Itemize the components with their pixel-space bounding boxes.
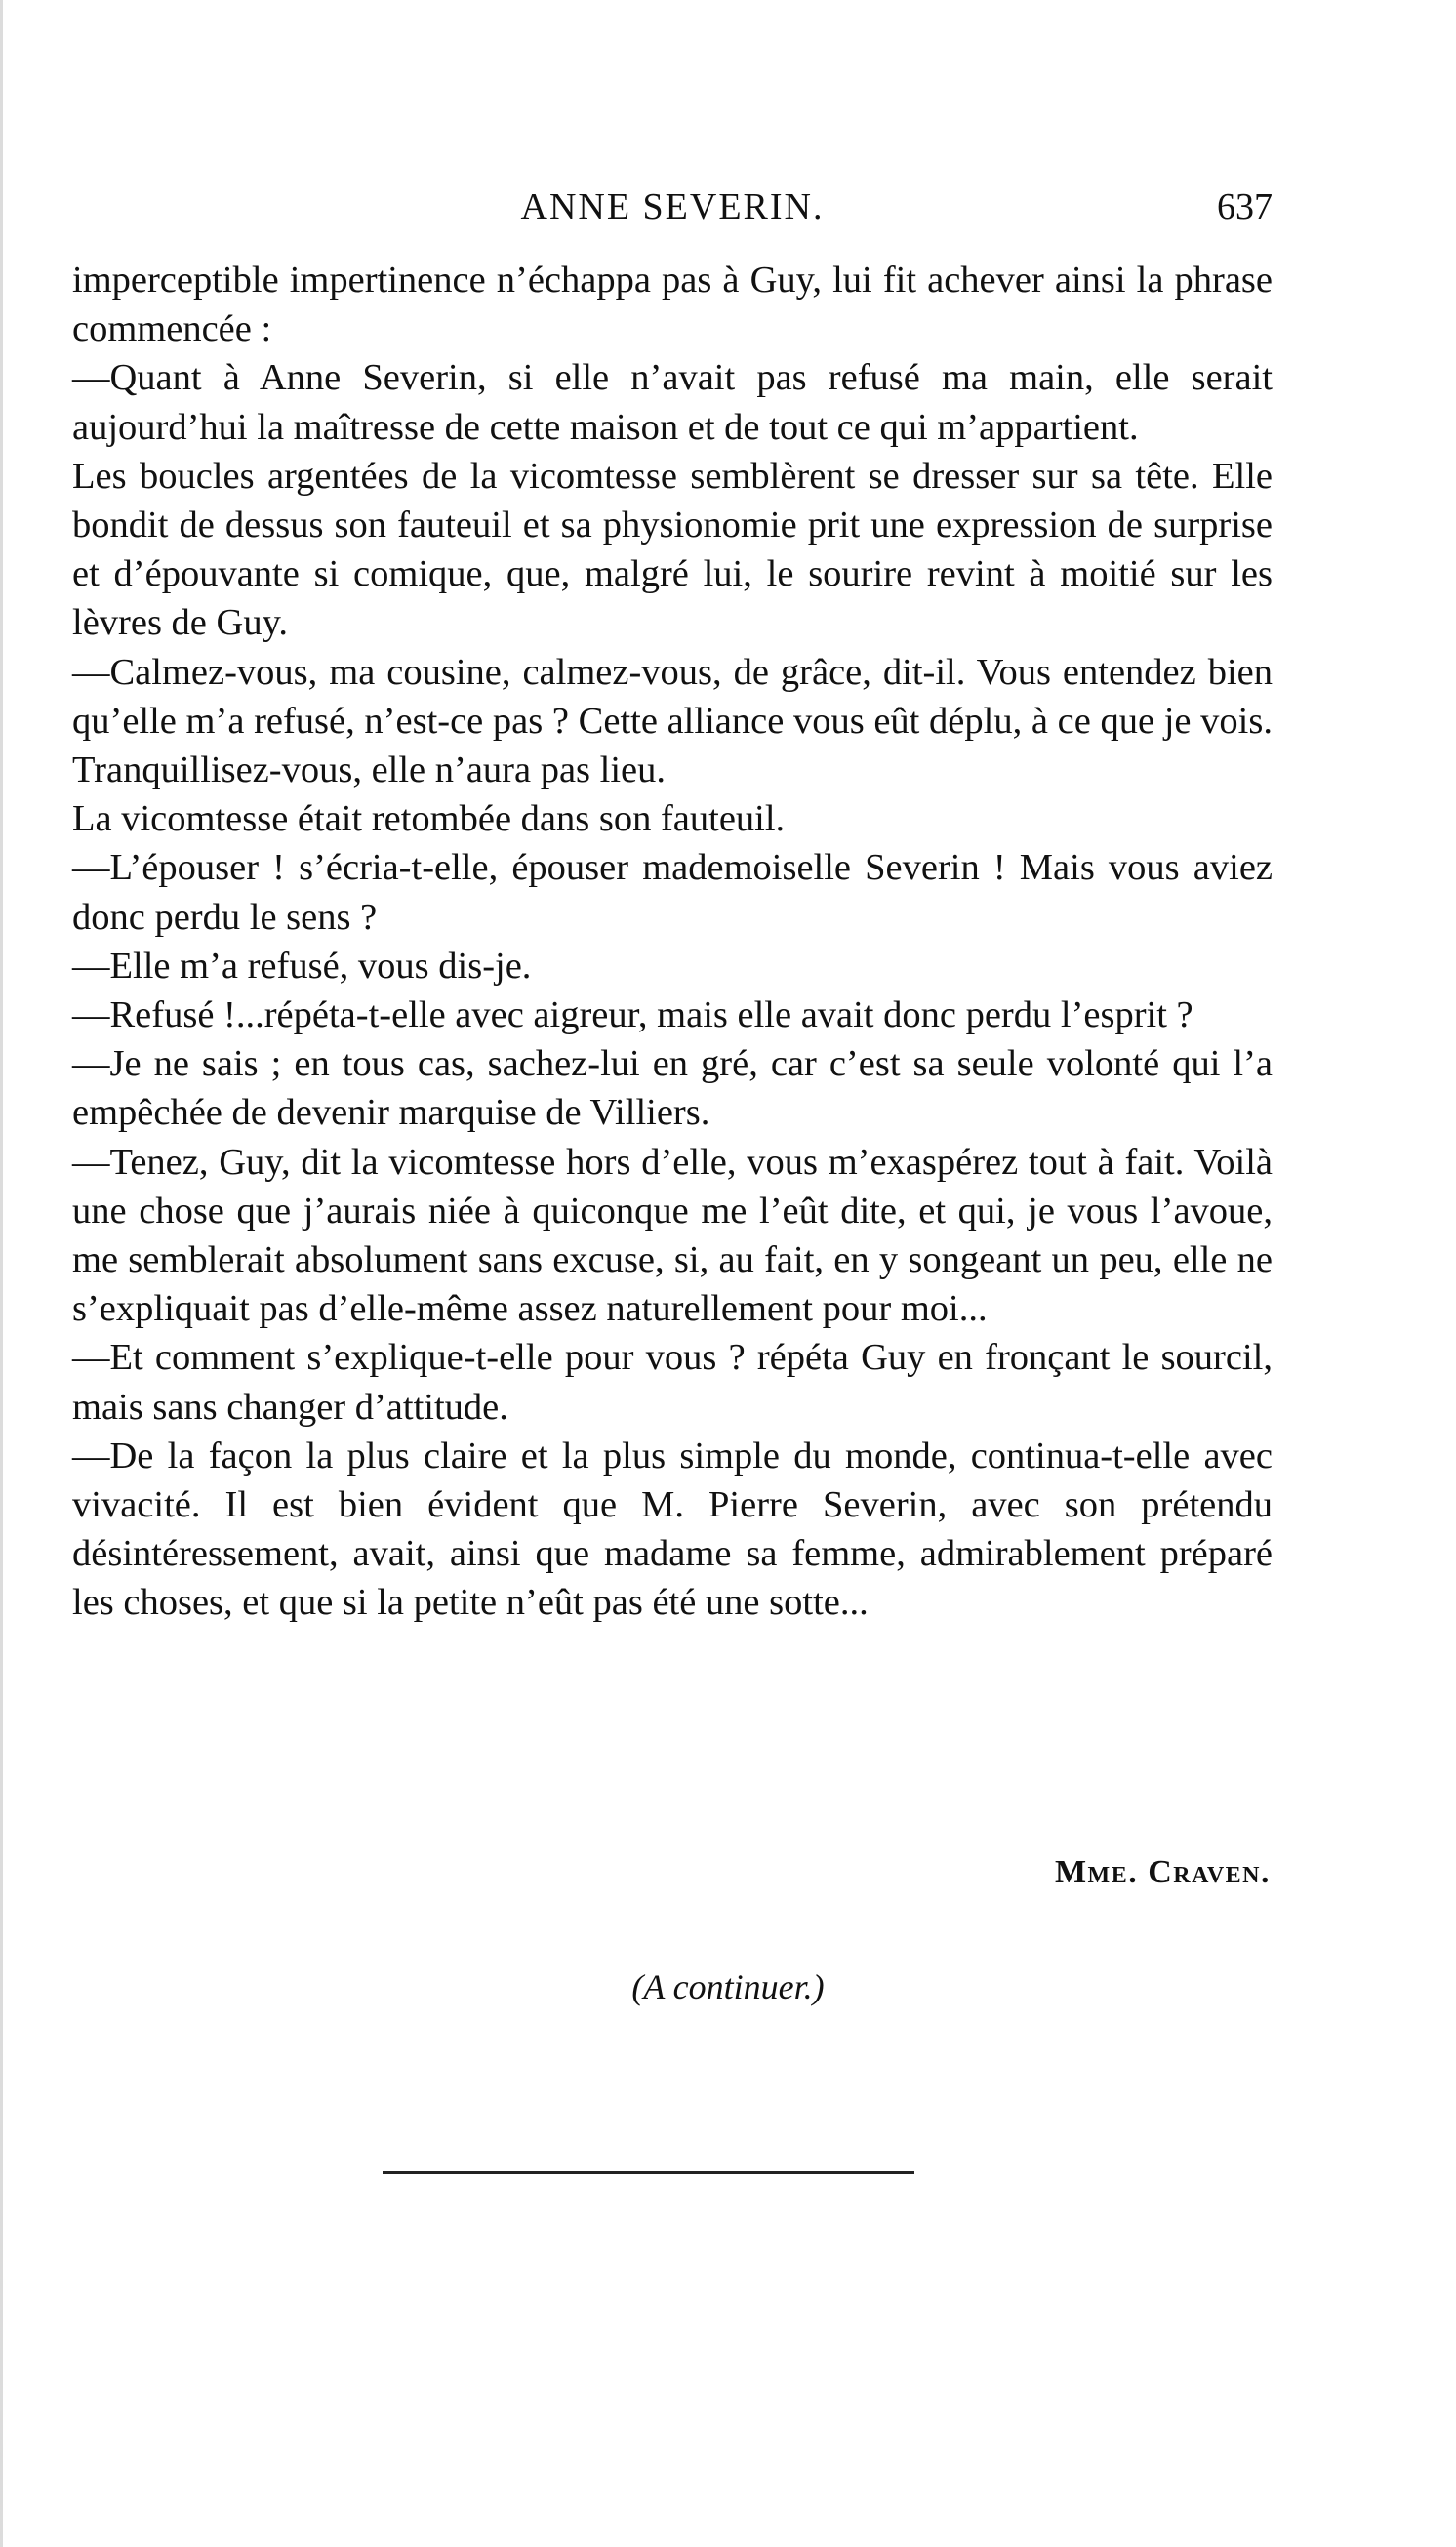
paragraph: —Tenez, Guy, dit la vicomtesse hors d’elle, vous m’exaspérez tout à fait. Voilà une chose que j’aurais niée à quiconque me l’eût dite, et qui, je vous l’avoue, me semblerait absolument sans excuse, si, au fait, en y songeant un peu, elle ne s’expliquait pas d’elle-même assez naturellement pour moi... (72, 1141, 1273, 1330)
paragraph: imperceptible impertinence n’échappa pas à Guy, lui fit achever ainsi la phrase commencée : (72, 260, 1273, 350)
paragraph: —De la façon la plus claire et la plus simple du monde, continua-t-elle avec vivacité. Il est bien évident que M. Pierre Severin, avec son prétendu désintéressement, avait, ainsi que madame sa femme, admirablement préparé les choses, et que si la petite n’eût pas été une sotte... (72, 1435, 1273, 1624)
end-rule-divider (383, 2171, 914, 2174)
paragraph: —Refusé !...répéta-t-elle avec aigreur, mais elle avait donc perdu l’esprit ? (72, 994, 1193, 1036)
paragraph: —Calmez-vous, ma cousine, calmez-vous, de grâce, dit-il. Vous entendez bien qu’elle m’a refusé, n’est-ce pas ? Cette alliance vous eût déplu, à ce que je vois. Tranquillisez-vous, elle n’aura pas lieu. (72, 651, 1273, 791)
article-body (72, 256, 1273, 1628)
paragraph: —Quant à Anne Severin, si elle n’avait pas refusé ma main, elle serait aujourd’hui la maîtresse de cette maison et de tout ce qui m’appartient. (72, 357, 1273, 448)
paragraph: La vicomtesse était retombée dans son fauteuil. (72, 798, 786, 840)
page-number: 637 (1217, 186, 1273, 227)
running-title: ANNE SEVERIN. (520, 186, 825, 227)
paragraph: —Je ne sais ; en tous cas, sachez-lui en gré, car c’est sa seule volonté qui l’a empêchée de devenir marquise de Villiers. (72, 1043, 1273, 1134)
paragraph: —Elle m’a refusé, vous dis-je. (72, 945, 532, 987)
page-header (72, 185, 1273, 234)
to-be-continued-note: (A continuer.) (631, 1967, 825, 2006)
author-signature: Mme. Craven. (1054, 1854, 1271, 1890)
paragraph: —L’épouser ! s’écria-t-elle, épouser mademoiselle Severin ! Mais vous aviez donc perdu le sens ? (72, 847, 1273, 938)
page-edge-shadow (0, 0, 3, 2547)
paragraph: —Et comment s’explique-t-elle pour vous ? répéta Guy en fronçant le sourcil, mais sans changer d’attitude. (72, 1337, 1273, 1428)
paragraph: Les boucles argentées de la vicomtesse semblèrent se dresser sur sa tête. Elle bondit de dessus son fauteuil et sa physionomie prit une expression de surprise et d’épouvante si comique, que, malgré lui, le sourire revint à moitié sur les lèvres de Guy. (72, 455, 1273, 644)
